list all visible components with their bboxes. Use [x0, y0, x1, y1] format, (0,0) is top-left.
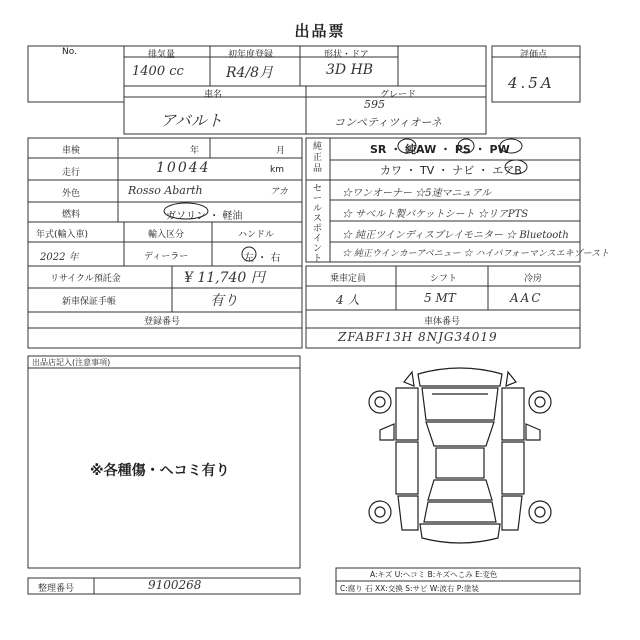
sales-point-4: ☆ 純正ウインカーアベニュー ☆ ハイパフォーマンスエキゾースト [342, 249, 610, 259]
car-name-label: 車名 [204, 90, 223, 100]
manual-label: 新車保証手帳 [62, 297, 117, 307]
mileage-value: 10044 [156, 160, 211, 176]
displacement-label: 排気量 [148, 50, 176, 60]
car-diagram [369, 368, 551, 543]
color-code: アカ [270, 187, 288, 197]
sales-point-3: ☆ 純正ツインディスプレイモニター ☆ Bluetooth [342, 230, 569, 241]
remarks-header: 出品店記入(注意事項) [32, 358, 111, 367]
car-name-value: アバルト [160, 111, 223, 130]
no-label: No. [62, 47, 77, 57]
recycle-value: ¥ 11,740 円 [184, 270, 265, 286]
import-value: ディーラー [144, 252, 189, 262]
inspection-year-label: 年 [190, 146, 200, 156]
mileage-label: 走行 [62, 168, 81, 178]
capacity-label: 乗車定員 [330, 274, 367, 284]
mileage-unit: km [270, 165, 284, 175]
shift-label: シフト [430, 274, 458, 284]
form-title: 出品票 [294, 22, 346, 40]
shift-value: 5 MT [424, 291, 456, 305]
legend-line-2: C:腐り 石 XX:交換 S:サビ W:波右 P:塗装 [340, 584, 479, 593]
fuel-label: 燃料 [62, 210, 81, 220]
year-label: 年式(輸入車) [36, 230, 89, 240]
handle-value: 左 ・ 右 [244, 253, 281, 264]
score-value: 4.5A [508, 74, 555, 92]
grade-value-2: コンペティツィオーネ [334, 116, 442, 129]
grade-value-1: 595 [364, 98, 385, 111]
grade-label: グレード [380, 90, 417, 100]
first-reg-value: R4/8月 [226, 65, 274, 81]
model-door-value: 3D HB [326, 62, 374, 78]
import-label: 輸入区分 [148, 230, 185, 240]
handle-label: ハンドル [238, 230, 275, 240]
equip-line-1: SR ・ 純AW ・ PS ・ PW [370, 143, 510, 156]
capacity-value: 4 人 [336, 293, 360, 307]
color-label: 外色 [62, 189, 81, 199]
fuel-value: ガソリン ・ 軽油 [166, 211, 243, 222]
inspection-label: 車検 [62, 146, 81, 156]
legend-line-1: A:キズ U:ヘコミ B:キズへこみ E:変色 [370, 570, 498, 579]
vin-value: ZFABF13H 8NJG34019 [338, 330, 498, 344]
sales-point-1: ☆ワンオーナー ☆5速マニュアル [342, 188, 492, 199]
remarks-body: ※各種傷・ヘコミ有り [90, 463, 230, 479]
recycle-label: リサイクル預託金 [50, 274, 121, 284]
ac-label: 冷房 [524, 274, 543, 284]
reg-no-label: 登録番号 [144, 317, 181, 327]
model-door-label: 形状・ドア [324, 50, 369, 60]
equip-line-2: カワ ・ TV ・ ナビ ・ エアB [380, 164, 522, 177]
management-value: 9100268 [148, 578, 202, 592]
color-value: Rosso Abarth [128, 184, 203, 197]
vin-label: 車体番号 [424, 317, 461, 327]
manual-value: 有り [210, 293, 238, 309]
displacement-value: 1400 cc [132, 64, 184, 79]
genuine-label: 純正品 [313, 142, 323, 174]
ac-value: AAC [510, 291, 543, 305]
score-label: 評価点 [520, 50, 548, 60]
management-label: 整理番号 [38, 584, 75, 594]
sales-point-2: ☆ サベルト製バケットシート ☆リアPTS [342, 209, 529, 220]
sales-point-label: セールスポイント [313, 184, 323, 264]
year-value: 2022 年 [40, 252, 79, 263]
first-reg-label: 初年度登録 [228, 50, 274, 60]
inspection-month-label: 月 [276, 146, 286, 156]
